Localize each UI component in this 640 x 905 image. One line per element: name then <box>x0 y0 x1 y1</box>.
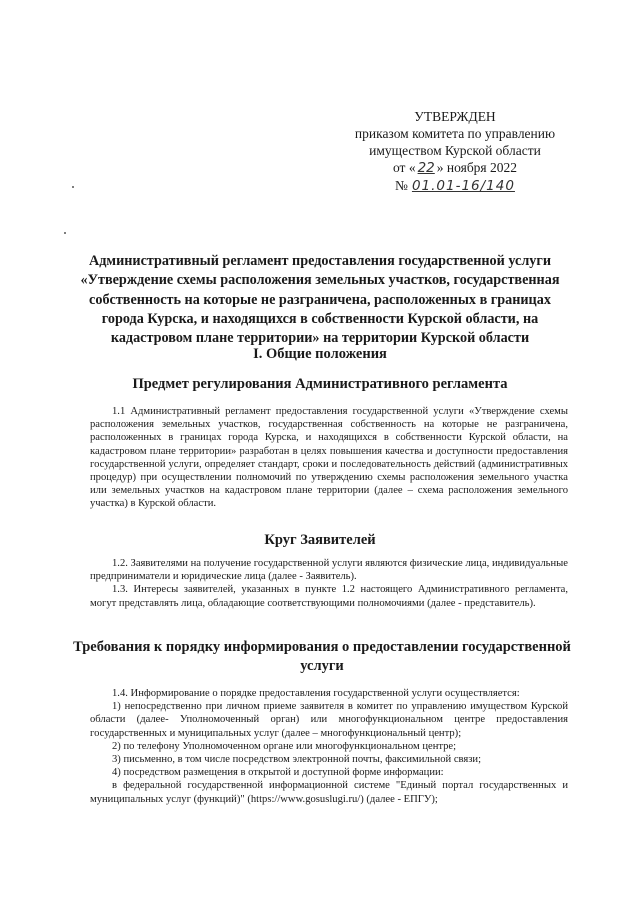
approval-date-suffix: » ноября 2022 <box>436 160 518 175</box>
approval-line-1: приказом комитета по управлению <box>354 126 556 141</box>
approval-stamp-block <box>330 108 580 195</box>
paragraph-1-2-text: 1.2. Заявителями на получение государственной услуги являются физические лица, индивидуальные предприниматели и юридические лица (далее - Заявитель). <box>90 558 568 583</box>
section-heading-applicants: Круг Заявителей <box>264 532 376 548</box>
paragraph-1-1 <box>90 405 568 511</box>
approval-date-day-handwritten: 22 <box>417 160 435 176</box>
list-item-4a: в федеральной государственной информационной системе "Единый портал государственных и муниципальных услуг (функций)" (https://www.gosuslugi.ru/) (далее - ЕПГУ); <box>90 780 568 805</box>
document-title: Административный регламент предоставления государственной услуги «Утверждение схемы расположения земельных участков, государственная собственность на которые не разграничена, расположенных в границах города Курска, и находящихся в собственности Курской области, на кадастровом плане территории» на территории Курской области <box>80 253 560 347</box>
scan-speck <box>72 186 74 188</box>
subheading-regulation-subject: Предмет регулирования Административного регламента <box>132 376 508 392</box>
approval-date-prefix: от « <box>392 160 416 175</box>
list-item-1: 1) непосредственно при личном приеме заявителя в комитет по управлению имуществом Курской области (далее- Уполномоченный орган) или многофункциональном центре предоставления государственных и муниципальных услуг (далее – многофункциональный центр); <box>90 701 568 739</box>
list-item-2: 2) по телефону Уполномоченном органе или многофункциональном центре; <box>112 740 457 752</box>
approval-number-handwritten: 01.01-16/140 <box>411 178 515 194</box>
scan-speck <box>64 232 66 234</box>
list-item-3: 3) письменно, в том числе посредством электронной почты, факсимильной связи; <box>112 754 482 766</box>
approval-line-2: имуществом Курской области <box>369 143 541 158</box>
section-heading-informing: Требования к порядку информирования о предоставлении государственной услуги <box>73 639 571 674</box>
approval-number <box>330 177 580 195</box>
list-item-4: 4) посредством размещения в открытой и доступной форме информации: <box>112 767 444 779</box>
paragraph-1-1-text: 1.1 Административный регламент предоставления государственной услуги «Утверждение схемы расположения земельных участков, государственная собственность на которые не разграничена, расположенных в границах города Курска, и находящихся в собственности Курской области, на кадастровом плане территории» разработан в целях повышения качества и доступности предоставления государственной услуги, определяет стандарт, сроки и последовательность действий (административных процедур) при осуществлении полномочий по утверждению схемы расположения земельного участка или земельных участков на кадастровом плане территории (далее – схема расположения земельного участка) в Курской области. <box>90 406 568 510</box>
paragraph-1-2-1-3 <box>90 557 568 610</box>
paragraph-1-4-text: 1.4. Информирование о порядке предоставления государственной услуги осуществляется: <box>112 688 520 699</box>
approval-heading: УТВЕРЖДЕН <box>414 109 496 124</box>
section-heading-general: I. Общие положения <box>253 346 387 362</box>
approval-number-prefix: № <box>395 178 408 193</box>
paragraph-1-3-text: 1.3. Интересы заявителей, указанных в пункте 1.2 настоящего Административного регламента, могут представлять лица, обладающие соответствующими полномочиями (далее - представитель). <box>90 584 568 609</box>
paragraph-1-4 <box>90 687 568 806</box>
approval-date <box>330 159 580 177</box>
